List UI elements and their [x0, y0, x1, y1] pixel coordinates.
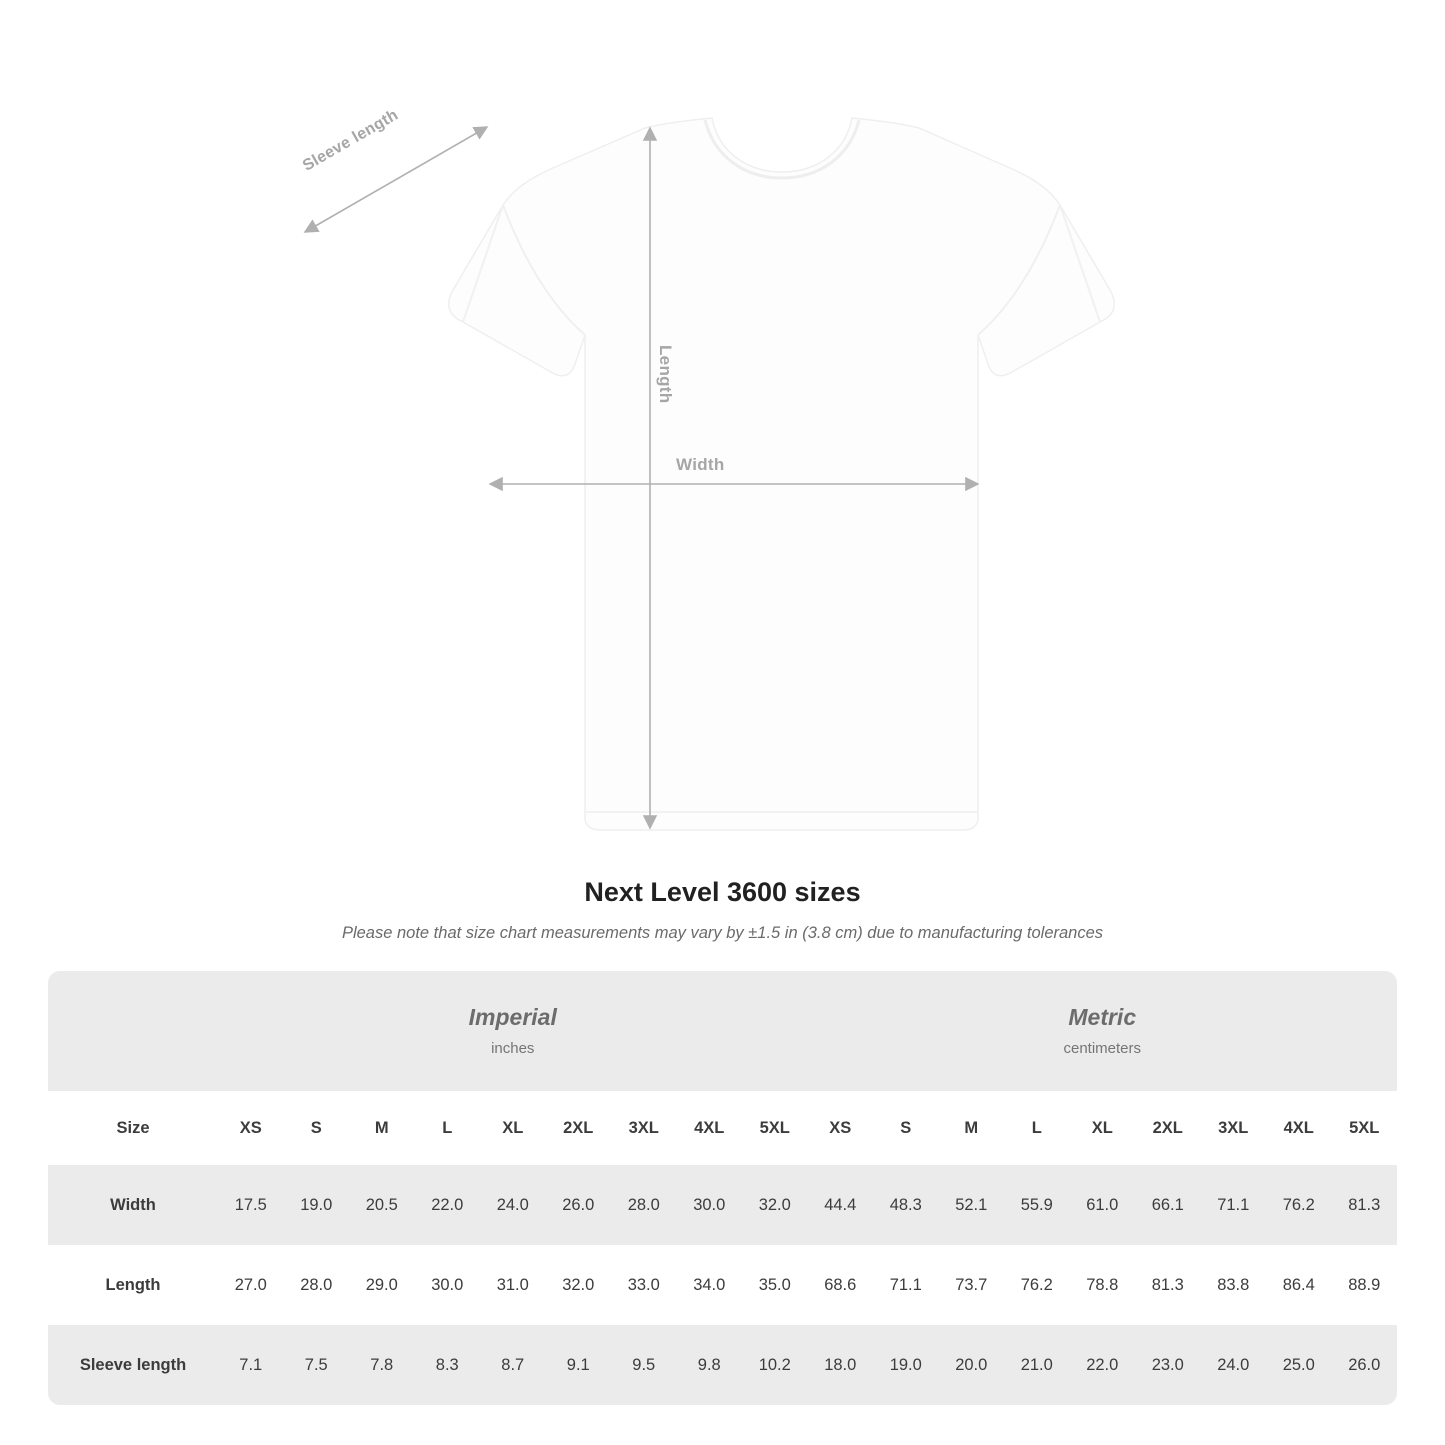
size-header-imp-xs: XS	[218, 1091, 284, 1165]
size-header-imp-3xl: 3XL	[611, 1091, 677, 1165]
cell-length-met-4xl: 86.4	[1266, 1245, 1332, 1325]
cell-sleeve-imp-xs: 7.1	[218, 1325, 284, 1405]
cell-length-imp-3xl: 33.0	[611, 1245, 677, 1325]
size-header-met-4xl: 4XL	[1266, 1091, 1332, 1165]
cell-length-met-2xl: 81.3	[1135, 1245, 1201, 1325]
size-header-met-2xl: 2XL	[1135, 1091, 1201, 1165]
cell-width-met-l: 55.9	[1004, 1165, 1070, 1245]
size-header-met-l: L	[1004, 1091, 1070, 1165]
cell-length-imp-xs: 27.0	[218, 1245, 284, 1325]
metric-title: Metric	[1068, 1003, 1137, 1030]
cell-width-imp-l: 22.0	[415, 1165, 481, 1245]
title-block	[0, 877, 1445, 943]
cell-width-met-4xl: 76.2	[1266, 1165, 1332, 1245]
cell-length-met-xl: 78.8	[1070, 1245, 1136, 1325]
cell-width-met-xs: 44.4	[808, 1165, 874, 1245]
cell-sleeve-imp-4xl: 9.8	[677, 1325, 743, 1405]
cell-sleeve-met-4xl: 25.0	[1266, 1325, 1332, 1405]
cell-length-imp-l: 30.0	[415, 1245, 481, 1325]
size-header-met-3xl: 3XL	[1201, 1091, 1267, 1165]
size-header-imp-5xl: 5XL	[742, 1091, 808, 1165]
metric-subtitle: centimeters	[1063, 1040, 1142, 1058]
tolerance-note: Please note that size chart measurements may vary by ±1.5 in (3.8 cm) due to manufacturing tolerances	[341, 924, 1104, 942]
cell-sleeve-imp-5xl: 10.2	[742, 1325, 808, 1405]
table-row-sleeve-length	[48, 1325, 1397, 1405]
row-label-width: Width	[48, 1165, 218, 1245]
size-header-row	[48, 1091, 1397, 1165]
imperial-subtitle: inches	[491, 1040, 535, 1058]
cell-width-met-5xl: 81.3	[1332, 1165, 1398, 1245]
table-row-width	[48, 1165, 1397, 1245]
cell-width-imp-3xl: 28.0	[611, 1165, 677, 1245]
sleeve-length-label: Sleeve length	[300, 106, 402, 175]
size-header-imp-l: L	[415, 1091, 481, 1165]
length-label: Length	[656, 345, 675, 404]
cell-sleeve-met-xl: 22.0	[1070, 1325, 1136, 1405]
units-corner-cell	[48, 971, 218, 1091]
cell-sleeve-met-m: 20.0	[939, 1325, 1005, 1405]
imperial-header-cell	[218, 971, 808, 1091]
size-header-imp-4xl: 4XL	[677, 1091, 743, 1165]
size-header-met-xl: XL	[1070, 1091, 1136, 1165]
cell-length-imp-5xl: 35.0	[742, 1245, 808, 1325]
cell-width-imp-xs: 17.5	[218, 1165, 284, 1245]
cell-width-imp-xl: 24.0	[480, 1165, 546, 1245]
cell-length-imp-xl: 31.0	[480, 1245, 546, 1325]
cell-width-imp-4xl: 30.0	[677, 1165, 743, 1245]
cell-length-met-xs: 68.6	[808, 1245, 874, 1325]
imperial-title: Imperial	[468, 1003, 557, 1030]
row-label-sleeve-length: Sleeve length	[48, 1325, 218, 1405]
cell-length-met-3xl: 83.8	[1201, 1245, 1267, 1325]
cell-width-imp-2xl: 26.0	[546, 1165, 612, 1245]
cell-width-imp-m: 20.5	[349, 1165, 415, 1245]
cell-length-imp-m: 29.0	[349, 1245, 415, 1325]
size-header-label: Size	[48, 1091, 218, 1165]
cell-length-met-m: 73.7	[939, 1245, 1005, 1325]
size-header-imp-xl: XL	[480, 1091, 546, 1165]
cell-sleeve-met-l: 21.0	[1004, 1325, 1070, 1405]
cell-width-met-3xl: 71.1	[1201, 1165, 1267, 1245]
cell-length-met-5xl: 88.9	[1332, 1245, 1398, 1325]
size-header-imp-2xl: 2XL	[546, 1091, 612, 1165]
cell-sleeve-met-3xl: 24.0	[1201, 1325, 1267, 1405]
cell-width-met-xl: 61.0	[1070, 1165, 1136, 1245]
cell-length-met-l: 76.2	[1004, 1245, 1070, 1325]
cell-sleeve-imp-l: 8.3	[415, 1325, 481, 1405]
cell-sleeve-imp-2xl: 9.1	[546, 1325, 612, 1405]
cell-sleeve-met-xs: 18.0	[808, 1325, 874, 1405]
size-header-met-m: M	[939, 1091, 1005, 1165]
size-header-met-s: S	[873, 1091, 939, 1165]
units-header-row	[48, 971, 1397, 1091]
size-table	[48, 971, 1397, 1405]
cell-width-imp-s: 19.0	[284, 1165, 350, 1245]
metric-header-cell	[808, 971, 1398, 1091]
cell-width-met-m: 52.1	[939, 1165, 1005, 1245]
table-row-length	[48, 1245, 1397, 1325]
cell-length-imp-s: 28.0	[284, 1245, 350, 1325]
row-label-length: Length	[48, 1245, 218, 1325]
cell-length-imp-4xl: 34.0	[677, 1245, 743, 1325]
cell-length-imp-2xl: 32.0	[546, 1245, 612, 1325]
cell-length-met-s: 71.1	[873, 1245, 939, 1325]
cell-width-met-s: 48.3	[873, 1165, 939, 1245]
size-table-wrapper	[48, 971, 1397, 1405]
cell-width-met-2xl: 66.1	[1135, 1165, 1201, 1245]
size-header-imp-m: M	[349, 1091, 415, 1165]
cell-sleeve-met-5xl: 26.0	[1332, 1325, 1398, 1405]
cell-sleeve-imp-xl: 8.7	[480, 1325, 546, 1405]
cell-sleeve-met-s: 19.0	[873, 1325, 939, 1405]
size-header-imp-s: S	[284, 1091, 350, 1165]
size-header-met-5xl: 5XL	[1332, 1091, 1398, 1165]
cell-sleeve-imp-m: 7.8	[349, 1325, 415, 1405]
cell-sleeve-met-2xl: 23.0	[1135, 1325, 1201, 1405]
cell-width-imp-5xl: 32.0	[742, 1165, 808, 1245]
cell-sleeve-imp-s: 7.5	[284, 1325, 350, 1405]
tshirt-shape	[449, 118, 1115, 830]
cell-sleeve-imp-3xl: 9.5	[611, 1325, 677, 1405]
page-title: Next Level 3600 sizes	[584, 877, 861, 907]
size-header-met-xs: XS	[808, 1091, 874, 1165]
width-label: Width	[676, 455, 725, 474]
